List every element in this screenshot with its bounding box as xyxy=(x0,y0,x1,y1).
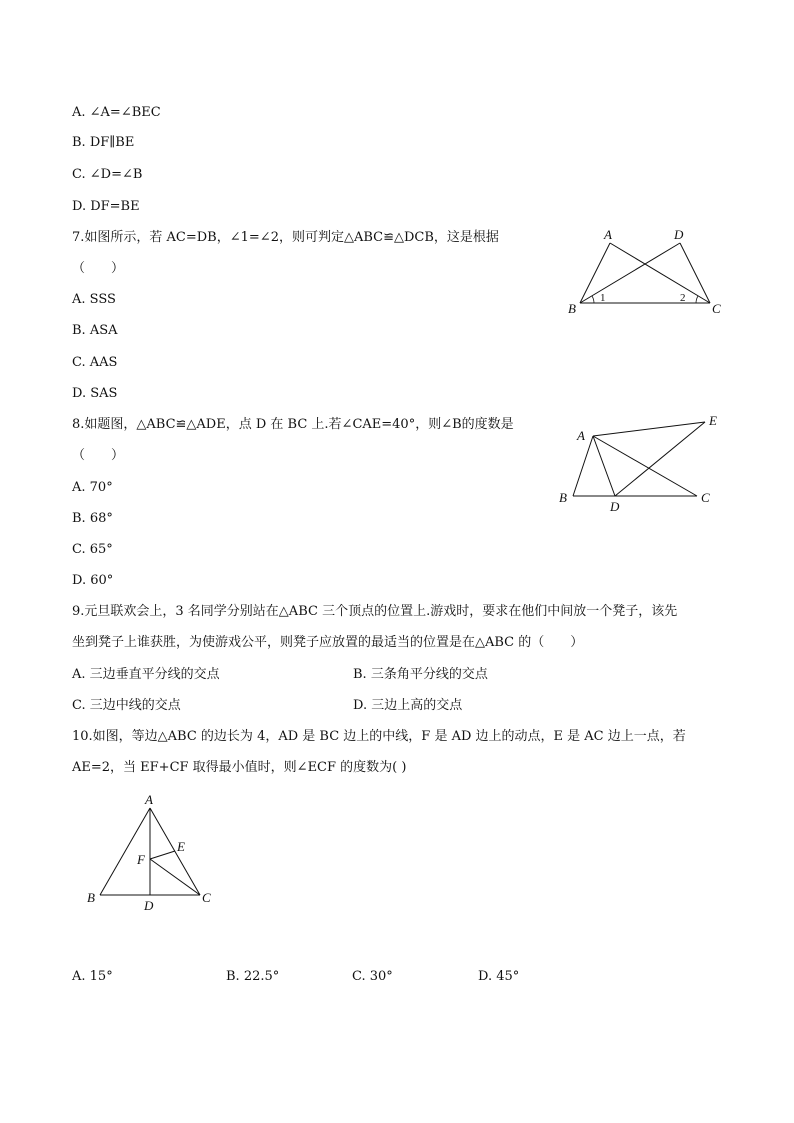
q10-option-c: C. 30° xyxy=(352,969,393,984)
q7-label-angle1: 1 xyxy=(600,292,606,304)
q8-answer-paren: （ ） xyxy=(72,448,125,463)
q9-option-a: A. 三边垂直平分线的交点 xyxy=(72,667,220,682)
q10-segment-fc xyxy=(150,859,200,895)
q6-option-a: A. ∠A=∠BEC xyxy=(72,105,161,120)
q7-label-angle2: 2 xyxy=(680,292,686,304)
q10-option-d: D. 45° xyxy=(478,969,520,984)
q8-label-a: A xyxy=(577,428,585,443)
q10-label-a: A xyxy=(145,792,153,807)
q8-option-c: C. 65° xyxy=(72,542,113,557)
q7-option-a: A. SSS xyxy=(72,292,116,307)
q8-label-b: B xyxy=(559,490,567,505)
q8-side-de xyxy=(615,422,705,496)
q10-label-e: E xyxy=(177,839,185,854)
q10-label-d: D xyxy=(144,898,154,913)
q8-option-a: A. 70° xyxy=(72,480,113,495)
q8-option-d: D. 60° xyxy=(72,573,114,588)
q9-option-b: B. 三条角平分线的交点 xyxy=(353,667,488,682)
q7-option-b: B. ASA xyxy=(72,323,118,338)
q6-option-b: B. DF∥BE xyxy=(72,135,135,150)
q8-label-e: E xyxy=(709,413,717,428)
q7-answer-paren: （ ） xyxy=(72,261,125,276)
q8-side-ae xyxy=(593,422,705,436)
q8-side-ad xyxy=(593,436,615,496)
q10-label-b: B xyxy=(87,890,95,905)
q8-stem: 8.如题图，△ABC≌△ADE，点 D 在 BC 上.若∠CAE=40°，则∠B的度数是 xyxy=(72,417,514,432)
q9-option-d: D. 三边上高的交点 xyxy=(353,698,463,713)
q7-angle2-arc xyxy=(696,296,698,303)
q8-figure xyxy=(555,410,730,515)
q7-option-c: C. AAS xyxy=(72,355,118,370)
q7-angle1-arc xyxy=(592,296,594,303)
q6-option-d: D. DF=BE xyxy=(72,199,140,214)
q10-option-b: B. 22.5° xyxy=(226,969,280,984)
q8-label-c: C xyxy=(701,490,710,505)
q10-option-a: A. 15° xyxy=(72,969,113,984)
q10-label-f: F xyxy=(137,852,145,867)
q9-option-c: C. 三边中线的交点 xyxy=(72,698,181,713)
q8-option-b: B. 68° xyxy=(72,511,113,526)
q6-option-c: C. ∠D=∠B xyxy=(72,167,143,182)
q10-label-c: C xyxy=(202,890,211,905)
q9-stem-line2: 坐到凳子上谁获胜，为使游戏公平，则凳子应放置的最适当的位置是在△ABC 的（ ） xyxy=(72,635,584,650)
q7-label-c: C xyxy=(712,301,721,316)
q7-label-d: D xyxy=(674,227,684,242)
q10-segment-fe xyxy=(150,851,175,859)
q10-stem-line1: 10.如图，等边△ABC 的边长为 4，AD 是 BC 边上的中线，F 是 AD 边上的动点，E 是 AC 边上一点，若 xyxy=(72,729,686,744)
q9-stem-line1: 9.元旦联欢会上，3 名同学分别站在△ABC 三个顶点的位置上.游戏时，要求在他们中间放一个凳子，该先 xyxy=(72,604,678,619)
q7-label-b: B xyxy=(568,301,576,316)
q7-option-d: D. SAS xyxy=(72,386,118,401)
q10-figure xyxy=(80,788,225,913)
q7-figure xyxy=(560,225,730,325)
q7-stem: 7.如图所示，若 AC=DB，∠1=∠2，则可判定△ABC≌△DCB，这是根据 xyxy=(72,230,499,245)
q8-side-ac xyxy=(593,436,697,496)
q10-stem-line2: AE=2，当 EF+CF 取得最小值时，则∠ECF 的度数为( ) xyxy=(72,760,407,775)
q8-side-ab xyxy=(573,436,593,496)
q7-label-a: A xyxy=(604,227,612,242)
q8-label-d: D xyxy=(610,499,620,514)
